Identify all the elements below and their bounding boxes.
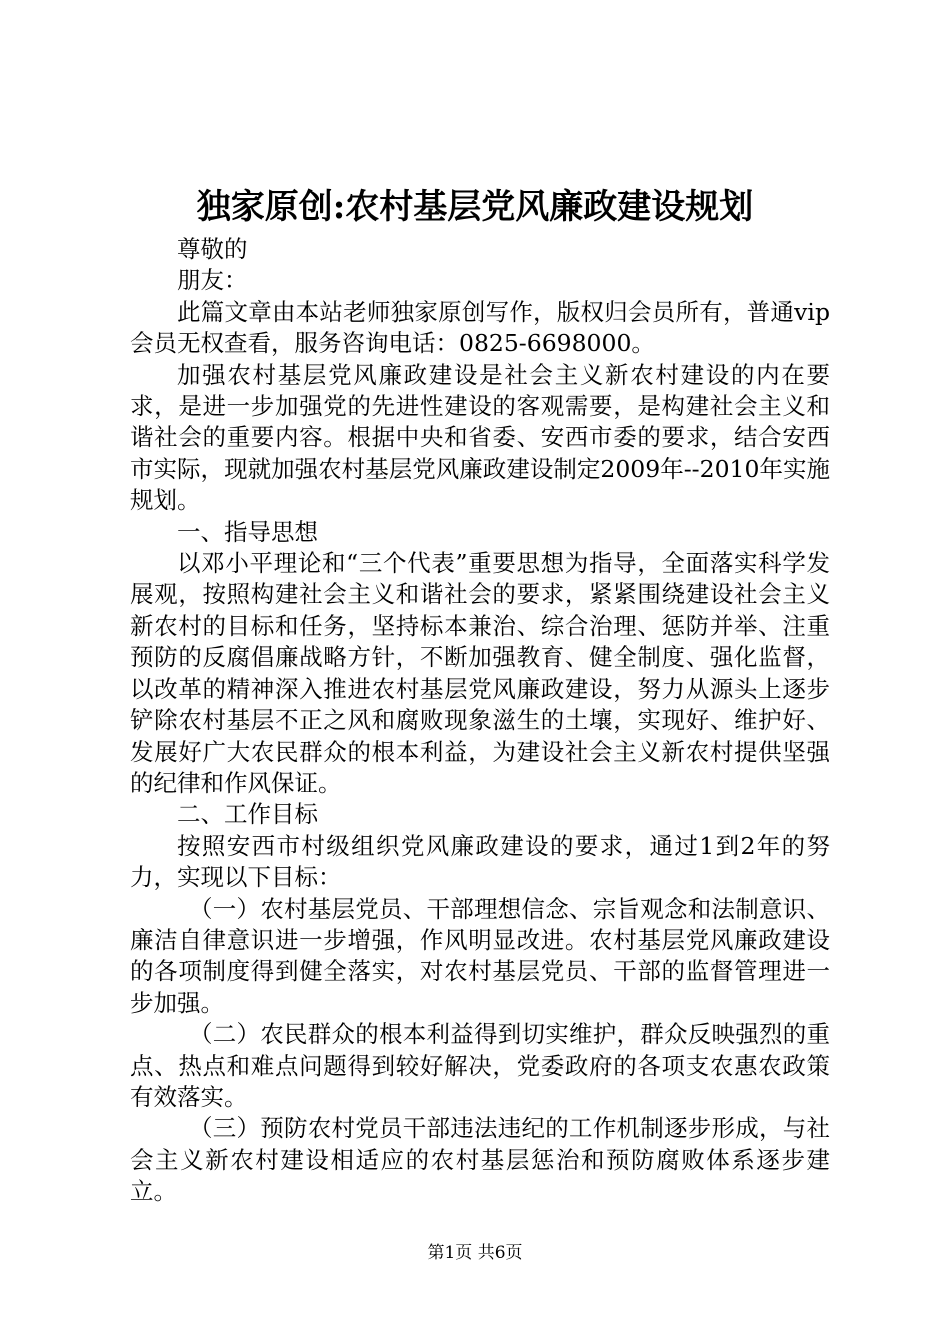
section-heading-work-goals: 二、工作目标 xyxy=(177,800,318,829)
document-body xyxy=(130,234,830,1208)
guiding-thought-paragraph: 以邓小平理论和“三个代表”重要思想为指导，全面落实科学发展观，按照构建社会主义和谐社会的要求，紧紧围绕建设社会主义新农村的目标和任务，坚持标本兼治、综合治理、惩防并举、注重预防的反腐倡廉战略方针，不断加强教育、健全制度、强化监督，以改革的精神深入推进农村基层党风廉政建设，努力从源头上逐步铲除农村基层不正之风和腐败现象滋生的土壤，实现好、维护好、发展好广大农民群众的根本利益，为建设社会主义新农村提供坚强的纪律和作风保证。 xyxy=(130,549,830,797)
goal-item-2: （二）农民群众的根本利益得到切实维护，群众反映强烈的重点、热点和难点问题得到较好解决，党委政府的各项支农惠农政策有效落实。 xyxy=(130,1020,830,1111)
greeting-line-2: 朋友： xyxy=(177,266,248,295)
document-title: 独家原创:农村基层党风廉政建设规划 xyxy=(196,187,754,227)
copyright-notice-paragraph: 此篇文章由本站老师独家原创写作，版权归会员所有，普通vip会员无权查看，服务咨询电话：0825-6698000。 xyxy=(130,297,830,358)
section-heading-guiding-thought: 一、指导思想 xyxy=(177,517,318,546)
page-footer: 第1页 共6页 xyxy=(427,1243,523,1263)
goal-item-3: （三）预防农村党员干部违法违纪的工作机制逐步形成，与社会主义新农村建设相适应的农村基层惩治和预防腐败体系逐步建立。 xyxy=(130,1114,830,1206)
greeting-line-1: 尊敬的 xyxy=(177,235,248,263)
work-goals-intro-paragraph: 按照安西市村级组织党风廉政建设的要求，通过1到2年的努力，实现以下目标： xyxy=(130,831,830,892)
intro-paragraph: 加强农村基层党风廉政建设是社会主义新农村建设的内在要求，是进一步加强党的先进性建设的客观需要，是构建社会主义和谐社会的重要内容。根据中央和省委、安西市委的要求，结合安西市实际，现就加强农村基层党风廉政建设制定2009年--2010年实施规划。 xyxy=(130,360,830,515)
goal-item-1: （一）农村基层党员、干部理想信念、宗旨观念和法制意识、廉洁自律意识进一步增强，作风明显改进。农村基层党风廉政建设的各项制度得到健全落实，对农村基层党员、干部的监督管理进一步加强。 xyxy=(130,894,830,1017)
